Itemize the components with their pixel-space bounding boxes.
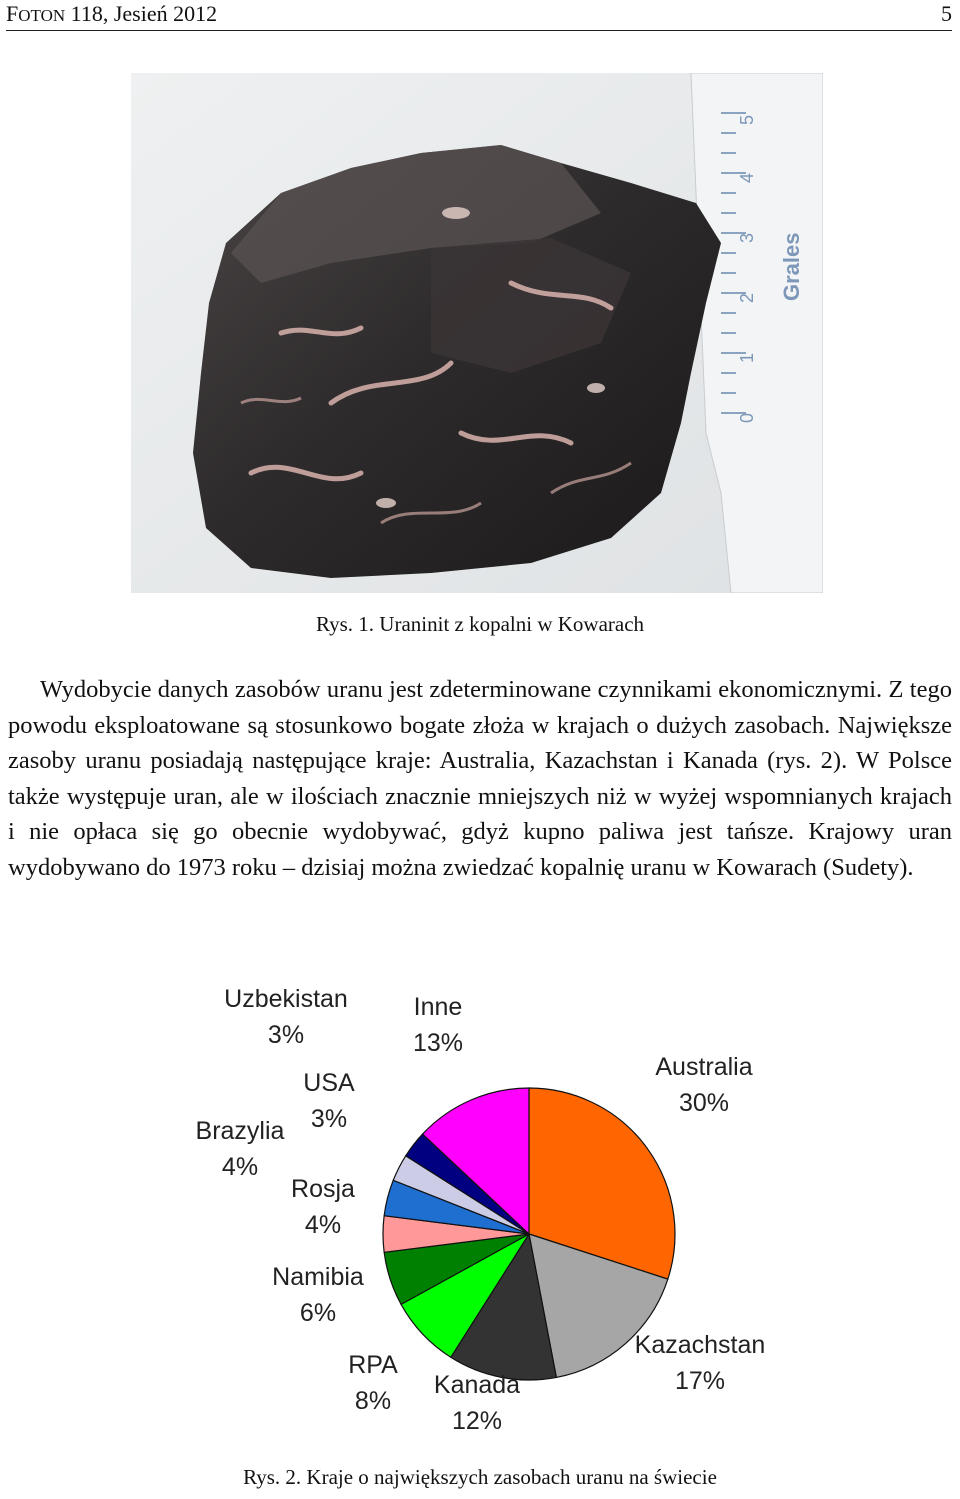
label-kazachstan-value: 17% — [674, 1367, 726, 1395]
label-kazachstan-name: Kazachstan — [634, 1331, 766, 1359]
figure-1-caption: Rys. 1. Uraninit z kopalni w Kowarach — [315, 612, 645, 636]
journal-name: FOTON — [6, 1, 66, 26]
pie-slices — [383, 1088, 675, 1380]
label-usa-name: USA — [303, 1069, 355, 1097]
ruler-brand: Grales — [779, 232, 804, 301]
ruler-mark-2: 2 — [737, 292, 757, 303]
label-rosja-value: 4% — [304, 1211, 342, 1239]
uraninite-photo — [131, 73, 823, 593]
ruler-mark-1: 1 — [737, 352, 757, 363]
label-inne-name: Inne — [413, 993, 463, 1021]
label-kanada-value: 12% — [451, 1407, 503, 1435]
page-header — [6, 0, 952, 31]
figure-2-caption: Rys. 2. Kraje o największych zasobach uranu na świecie — [243, 1465, 717, 1489]
label-namibia-name: Namibia — [272, 1263, 364, 1291]
ruler-mark-3: 3 — [737, 232, 757, 243]
uranium-reserves-pie-chart — [180, 975, 800, 1445]
issue-info: 118, Jesień 2012 — [70, 1, 218, 26]
label-usa-value: 3% — [310, 1105, 348, 1133]
uraninite-rock-image — [131, 73, 823, 593]
label-kanada-name: Kanada — [433, 1371, 521, 1399]
label-australia-value: 30% — [678, 1089, 730, 1117]
journal-issue — [6, 1, 217, 27]
body-paragraph: Wydobycie danych zasobów uranu jest zdeterminowane czynnikami ekonomicznymi. Z tego powodu eksploatowane są stosunkowo bogate złoża w krajach o dużych zasobach. Największe zasoby uranu posiadają następujące kraje: Australia, Kazachstan i Kanada (rys. 2). W Polsce także występuje uran, ale w ilościach znacznie mniejszych niż w wyżej wspomnianych krajach i nie opłaca się go obecnie wydobywać, gdyż kupno paliwa jest tańsze. Krajowy uran wydobywano do 1973 roku – dzisiaj można zwiedzać kopalnię uranu w Kowarach (Sudety). — [8, 676, 952, 881]
ruler-mark-4: 4 — [737, 172, 757, 183]
page-number: 5 — [941, 1, 952, 26]
ruler-mark-5: 5 — [737, 114, 757, 125]
label-inne-value: 13% — [412, 1029, 464, 1057]
label-australia-name: Australia — [655, 1053, 753, 1081]
label-uzbekistan-value: 3% — [267, 1021, 305, 1049]
label-rpa-value: 8% — [354, 1387, 392, 1415]
label-namibia-value: 6% — [299, 1299, 337, 1327]
label-rosja-name: Rosja — [291, 1175, 355, 1203]
label-brazylia-value: 4% — [221, 1153, 259, 1181]
ruler-mark-0: 0 — [737, 412, 757, 423]
label-brazylia-name: Brazylia — [195, 1117, 285, 1145]
label-rpa-name: RPA — [348, 1351, 398, 1379]
label-uzbekistan-name: Uzbekistan — [224, 985, 348, 1013]
